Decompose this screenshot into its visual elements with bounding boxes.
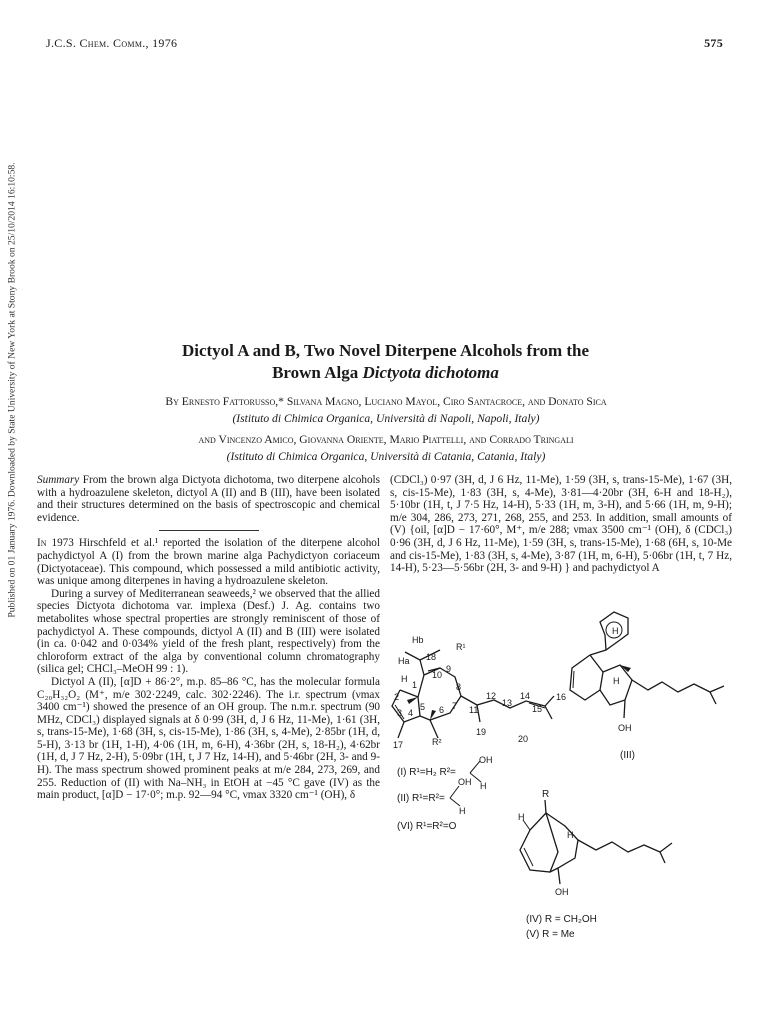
right-column bbox=[390, 474, 732, 575]
article-title-line2 bbox=[0, 363, 771, 383]
paragraph-1-text: 1973 Hirschfeld et al.¹ reported the isolation of the diterpene alcohol pachydictyol A (I) from the brown marine alga Pachydictyon coriaceum (Dictyotaceae). This compound, which possessed a mild antibiotic activity, was unique among diterpenes in having a hydroazulene skeleton. bbox=[37, 537, 380, 588]
label-r: R bbox=[542, 789, 550, 800]
label-6: 6 bbox=[439, 705, 445, 715]
running-header-journal: J.C.S. Chem. Comm., 1976 bbox=[46, 36, 178, 50]
label-oh-ii: OH bbox=[458, 777, 472, 787]
download-sidenote bbox=[4, 110, 20, 670]
label-5: 5 bbox=[420, 702, 426, 712]
label-1: 1 bbox=[412, 680, 418, 690]
label-hb: Hb bbox=[412, 635, 424, 645]
download-sidenote-text: Published on 01 January 1976. Downloaded by State University of New York at Stony Brook on 25/10/2014 16:10:58. bbox=[6, 162, 18, 618]
label-compound-vi: (VI) R¹=R²=O bbox=[397, 821, 457, 832]
label-compound-iv: (IV) R = CH₂OH bbox=[526, 914, 597, 925]
label-r1: R¹ bbox=[456, 642, 466, 652]
summary-label: Summary bbox=[37, 474, 80, 486]
summary bbox=[37, 474, 380, 524]
label-h-ring: H bbox=[612, 626, 619, 636]
affiliation-1: (Istituto di Chimica Organica, Università di Napoli, Napoli, Italy) bbox=[232, 412, 540, 425]
label-17: 17 bbox=[393, 740, 404, 750]
label-2: 2 bbox=[394, 692, 400, 702]
structure-i-skeleton bbox=[392, 650, 554, 738]
label-h-i: H bbox=[480, 781, 487, 791]
label-compound-i: (I) R¹=H₂ R²= bbox=[397, 767, 456, 778]
structure-i-labels bbox=[393, 635, 566, 750]
left-column bbox=[37, 474, 380, 802]
label-3: 3 bbox=[397, 708, 403, 718]
affiliation-2: (Istituto di Chimica Organica, Università di Catania, Catania, Italy) bbox=[226, 450, 546, 463]
compound-labels-left bbox=[397, 755, 493, 832]
title-prefix: Brown Alga bbox=[272, 363, 363, 382]
structure-iii-labels bbox=[612, 626, 635, 761]
label-12: 12 bbox=[486, 691, 497, 701]
label-h-ii: H bbox=[459, 806, 466, 816]
substituent-bonds bbox=[450, 761, 481, 806]
title-species: Dictyota dichotoma bbox=[362, 363, 499, 382]
label-18: 18 bbox=[426, 652, 437, 662]
label-oh-iii: OH bbox=[618, 723, 632, 733]
label-16: 16 bbox=[556, 692, 567, 702]
page-number: 575 bbox=[704, 36, 723, 50]
label-h1: H bbox=[401, 674, 408, 684]
structure-iv-v-labels bbox=[518, 789, 597, 940]
structure-iv-v bbox=[520, 800, 672, 884]
paragraph-2: During a survey of Mediterranean seaweeds,² we observed that the allied species Dictyota dichotoma var. implexa (Desf.) J. Ag. contains two metabolites whose spectral properties are strongly reminiscent of those of pachydictyol A. These compounds, dictyol A (II) and B (III) were isolated (in ca. 0·042 and 0·034% yield of the fresh plant, respectively) from the chloroform extract of the alga by conventional column chromatography (silica gel; CHCl₃–MeOH 99 : 1). bbox=[37, 587, 380, 676]
label-13: 13 bbox=[502, 698, 513, 708]
label-oh-i: OH bbox=[479, 755, 493, 765]
label-r2: R² bbox=[432, 737, 442, 747]
paragraph-1 bbox=[37, 537, 380, 587]
label-h-iv: H bbox=[567, 830, 574, 840]
label-19: 19 bbox=[476, 727, 487, 737]
label-h-iv-top: H bbox=[518, 812, 525, 822]
label-11: 11 bbox=[469, 705, 479, 715]
label-20: 20 bbox=[518, 734, 529, 744]
label-9: 9 bbox=[446, 664, 452, 674]
label-8: 8 bbox=[456, 682, 462, 692]
label-h-iii: H bbox=[613, 676, 620, 686]
label-compound-iii: (III) bbox=[620, 750, 635, 761]
authors-line2: and Vincenzo Amico, Giovanna Oriente, Mario Piattelli, and Corrado Tringali bbox=[198, 433, 574, 446]
label-compound-v: (V) R = Me bbox=[526, 929, 575, 940]
label-15: 15 bbox=[532, 704, 543, 714]
authors-line1: By Ernesto Fattorusso,* Silvana Magno, Luciano Mayol, Ciro Santacroce, and Donato Sica bbox=[165, 395, 607, 408]
label-7: 7 bbox=[452, 701, 458, 711]
divider-rule bbox=[159, 530, 259, 531]
label-10: 10 bbox=[432, 670, 443, 680]
label-4: 4 bbox=[408, 708, 414, 718]
structure-iii bbox=[570, 612, 724, 718]
label-14: 14 bbox=[520, 691, 531, 701]
paragraph-right-1: (CDCl₃) 0·97 (3H, d, J 6 Hz, 11-Me), 1·59 (3H, s, trans-15-Me), 1·67 (3H, s, cis-15-Me), 1·83 (3H, s, 4-Me), 3·81—4·20br (3H, 6-H and 18-H₂), 5·10br (1H, t, J 7·5 Hz, 14-H), 5·33 (1H, m, 3-H), and 5·66 (1H, m, 9-H); m/e 304, 286, 273, 271, 268, 255, and 253. In addition, small amounts of (V) {oil, [α]D − 17·60°, M⁺, m/e 288; νmax 3500 cm⁻¹ (OH), δ (CDCl₃) 0·96 (3H, d, J 6 Hz, 11-Me), 1·59 (3H, s, trans-15-Me), 1·68 (6H, s, 10-Me and cis-15-Me), 1·83 (3H, s, 4-Me), 3·87 (1H, m, 6-H), 5·06br (1H, t, 7 Hz, 14-H), 5·23—5·56br (2H, 3- and 9-H) } and pachydictyol A bbox=[390, 474, 732, 575]
label-oh-iv: OH bbox=[555, 887, 569, 897]
paragraph-3: Dictyol A (II), [α]D + 86·2°, m.p. 85–86 °C, has the molecular formula C₂₀H₃₂O₂ (M⁺, m/e 302·2249, calc. 302·2246). The i.r. spectrum (νmax 3400 cm⁻¹) showed the presence of an OH group. The n.m.r. spectrum (90 MHz, CDCl₃) displayed signals at δ 0·99 (3H, d, J 6 Hz, 11-Me), 1·61 (3H, s, trans-15-Me), 1·68 (3H, s, cis-15-Me), 1·86 (3H, s, 4-Me), 2·85br (1H, d, 5-H), 3·13 br (1H, 1-H), 4·06 (1H, m, 6-H), 4·36br (2H, s, 18-H₂), 4·62br (1H, d, J 7 Hz, 2-H), 5·09br (1H, t, J 7 Hz, 14-H), and 5·46br (2H, 3- and 9-H). The mass spectrum showed prominent peaks at m/e 284, 273, 269, and 255. Reduction of (II) with Na–NH₃ in EtOH at −45 °C gave (IV) as the main product, [α]D − 17·0°; m.p. 92—94 °C, νmax 3320 cm⁻¹ (OH), δ bbox=[37, 675, 380, 802]
label-compound-ii: (II) R¹=R²= bbox=[397, 793, 445, 804]
paragraph-1-lead: In bbox=[37, 537, 47, 550]
article-title-line1: Dictyol A and B, Two Novel Diterpene Alcohols from the bbox=[181, 341, 590, 360]
summary-text: From the brown alga Dictyota dichotoma, two diterpene alcohols with a hydroazulene skeleton, dictyol A (II) and B (III), have been isolated and their structures determined on the basis of spectroscopic and chemical evidence. bbox=[37, 474, 381, 524]
label-ha: Ha bbox=[398, 656, 410, 666]
